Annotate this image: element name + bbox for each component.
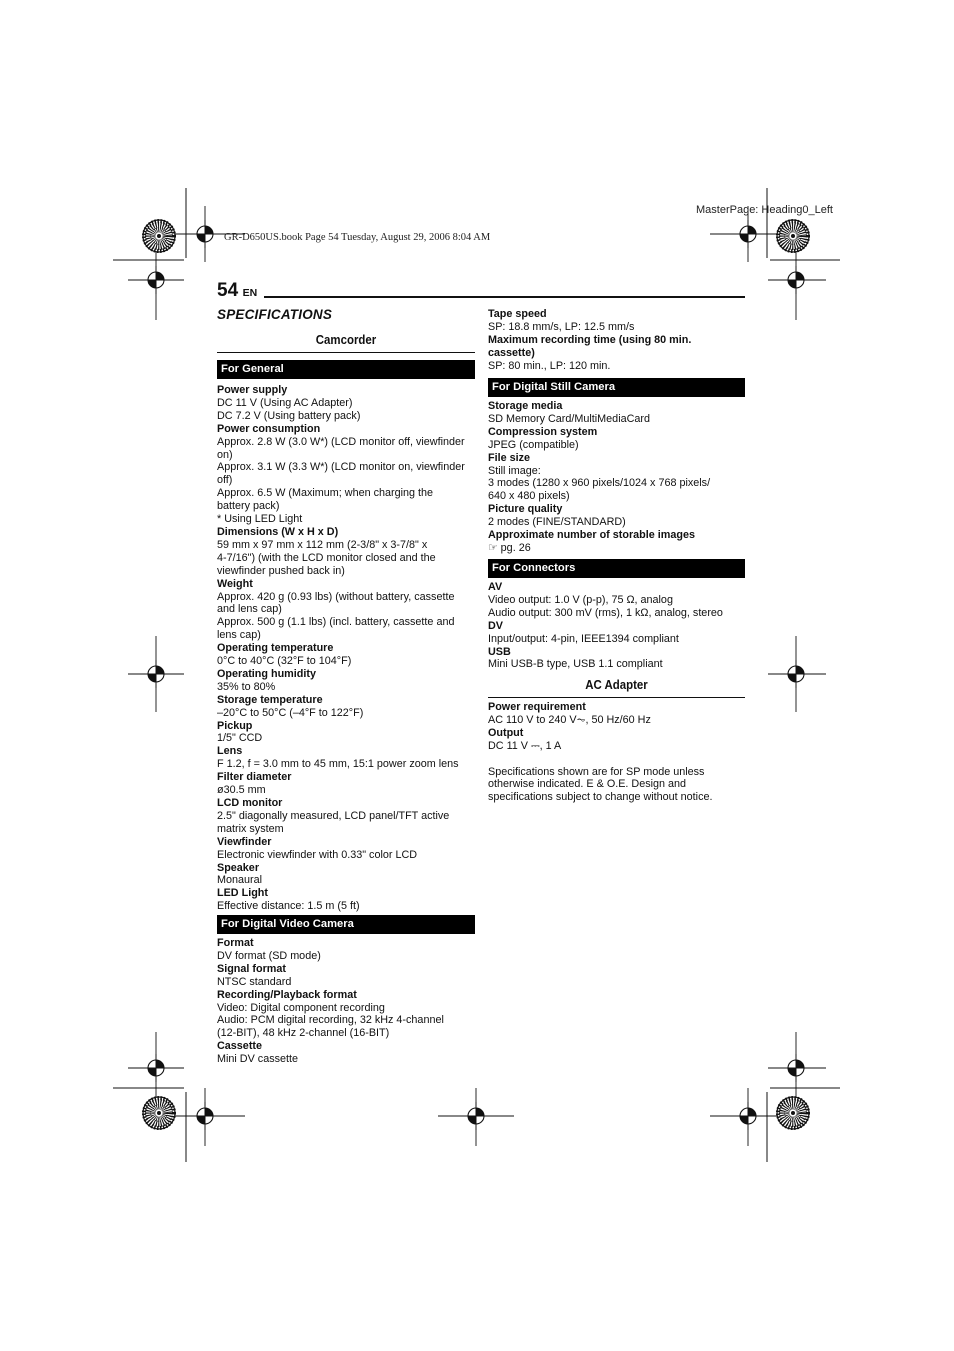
spec-value: matrix system [217,822,284,835]
spec-label: File size [488,451,531,464]
spec-value: on) [217,448,233,461]
spec-value: Specifications shown are for SP mode unless [488,765,705,778]
camcorder-rule [217,352,475,353]
spec-value: Approx. 2.8 W (3.0 W*) (LCD monitor off, viewfinder [217,435,465,448]
still-spec-list [488,400,750,555]
spec-value: Audio output: 300 mV (rms), 1 kΩ, analog, stereo [488,606,723,619]
spec-label: Lens [217,745,243,758]
general-spec-list [217,384,479,913]
spec-value: 59 mm x 97 mm x 112 mm (2-3/8" x 3-7/8" x [217,538,428,551]
spec-label: AV [488,581,503,593]
spec-label: Weight [217,577,253,590]
spec-label: USB [488,645,511,658]
spec-value: Video: Digital component recording [217,1001,385,1014]
print-slug: GR-D650US.book Page 54 Tuesday, August 29, 2006 8:04 AM [224,232,491,243]
video-spec-list [217,937,479,1066]
spec-value: 2 modes (FINE/STANDARD) [488,516,626,529]
spec-value: Monaural [217,874,263,887]
ac-adapter-heading: AC Adapter [585,677,648,692]
spec-label: LCD monitor [217,797,283,809]
spec-value: 2.5" diagonally measured, LCD panel/TFT active [217,809,450,822]
header-rule [264,296,745,298]
spec-label: Viewfinder [217,835,272,848]
video-spec-list-continued [488,308,750,373]
spec-value: off) [217,474,233,487]
spec-value: 35% to 80% [217,680,276,693]
spec-value: SP: 80 min., LP: 120 min. [488,359,611,372]
spec-label: Dimensions (W x H x D) [217,525,339,538]
spec-value: Still image: [488,464,541,477]
spec-value: viewfinder pushed back in) [217,564,345,577]
spec-value: battery pack) [217,500,280,513]
spec-label: Format [217,937,254,949]
spec-value: specifications subject to change without notice. [488,791,713,804]
page-title: SPECIFICATIONS [217,307,333,322]
ac-adapter-spec-list [488,701,750,804]
spec-label: Storage temperature [217,693,323,706]
spec-value: NTSC standard [217,975,292,988]
spec-value: Input/output: 4-pin, IEEE1394 compliant [488,632,679,645]
spec-value: –20°C to 50°C (–4°F to 122°F) [217,706,364,719]
spec-label: Storage media [488,400,563,412]
spec-value: 0°C to 40°C (32°F to 104°F) [217,655,352,668]
spec-value: Mini USB-B type, USB 1.1 compliant [488,658,663,671]
spec-label: Output [488,726,524,739]
page-number-block [217,280,257,302]
ac-adapter-rule [488,697,745,698]
spec-value: Approx. 420 g (0.93 lbs) (without battery, cassette [217,590,455,603]
spec-label: cassette) [488,346,535,359]
spec-value: DC 11 V ⎓, 1 A [488,739,562,752]
spec-value: 4-7/16") (with the LCD monitor closed and the [217,551,436,564]
connectors-section-bar: For Connectors [488,559,745,578]
spec-label: DV [488,619,503,632]
spec-label: Compression system [488,425,598,438]
spec-value: JPEG (compatible) [488,438,579,451]
spec-value: (12-BIT), 48 kHz 2-channel (16-BIT) [217,1027,390,1040]
spec-value: Approx. 6.5 W (Maximum; when charging the [217,487,434,500]
page-number: 54 [217,280,239,301]
video-section-bar: For Digital Video Camera [217,915,475,934]
spec-value: AC 110 V to 240 V⏦, 50 Hz/60 Hz [488,713,651,726]
spec-value: ☞ pg. 26 [488,541,531,554]
spec-value: Electronic viewfinder with 0.33" color LCD [217,848,418,861]
spec-label: Recording/Playback format [217,988,357,1001]
spec-label: Pickup [217,719,253,732]
spec-value: SD Memory Card/MultiMediaCard [488,412,650,425]
still-section-bar: For Digital Still Camera [488,378,745,397]
language-code: EN [242,287,258,299]
spec-label: Power consumption [217,422,321,435]
general-section-bar: For General [217,360,475,379]
spec-value: 1/5" CCD [217,732,263,745]
connectors-spec-list [488,581,750,671]
spec-value: DV format (SD mode) [217,949,321,962]
spec-label: Picture quality [488,503,563,516]
spec-value: Approx. 3.1 W (3.3 W*) (LCD monitor on, viewfinder [217,461,465,474]
spec-label: Speaker [217,861,260,874]
spec-label: Operating temperature [217,642,334,655]
spec-value: Approx. 500 g (1.1 lbs) (incl. battery, cassette and [217,616,455,629]
spec-label: Cassette [217,1040,263,1053]
spec-value: 640 x 480 pixels) [488,490,570,503]
master-page-label: MasterPage: Heading0_Left [696,204,833,216]
spec-label: Approximate number of storable images [488,529,695,542]
spec-value: SP: 18.8 mm/s, LP: 12.5 mm/s [488,320,635,333]
spec-label: Power requirement [488,701,586,713]
spec-value: lens cap) [217,629,261,642]
spec-label: Tape speed [488,308,547,320]
spec-value: Video output: 1.0 V (p-p), 75 Ω, analog [488,593,673,606]
spec-value: Audio: PCM digital recording, 32 kHz 4-channel [217,1014,444,1027]
spec-value: DC 7.2 V (Using battery pack) [217,409,361,422]
spec-label: Maximum recording time (using 80 min. [488,333,692,346]
spec-value: Effective distance: 1.5 m (5 ft) [217,900,360,913]
spec-value: otherwise indicated. E & O.E. Design and [488,778,687,791]
spec-value: and lens cap) [217,603,282,616]
spec-value: F 1.2, f = 3.0 mm to 45 mm, 15:1 power zoom lens [217,758,459,771]
spec-label: LED Light [217,887,268,900]
spec-label: Filter diameter [217,771,292,784]
camcorder-heading: Camcorder [315,332,377,347]
spec-value: DC 11 V (Using AC Adapter) [217,396,353,409]
spacer [488,753,750,766]
spec-value: 3 modes (1280 x 960 pixels/1024 x 768 pixels/ [488,477,711,490]
spec-value: ø30.5 mm [217,784,266,797]
spec-label: Power supply [217,384,288,396]
spec-label: Operating humidity [217,667,316,680]
spec-label: Signal format [217,962,286,975]
spec-value: * Using LED Light [217,513,303,526]
spec-value: Mini DV cassette [217,1053,299,1066]
